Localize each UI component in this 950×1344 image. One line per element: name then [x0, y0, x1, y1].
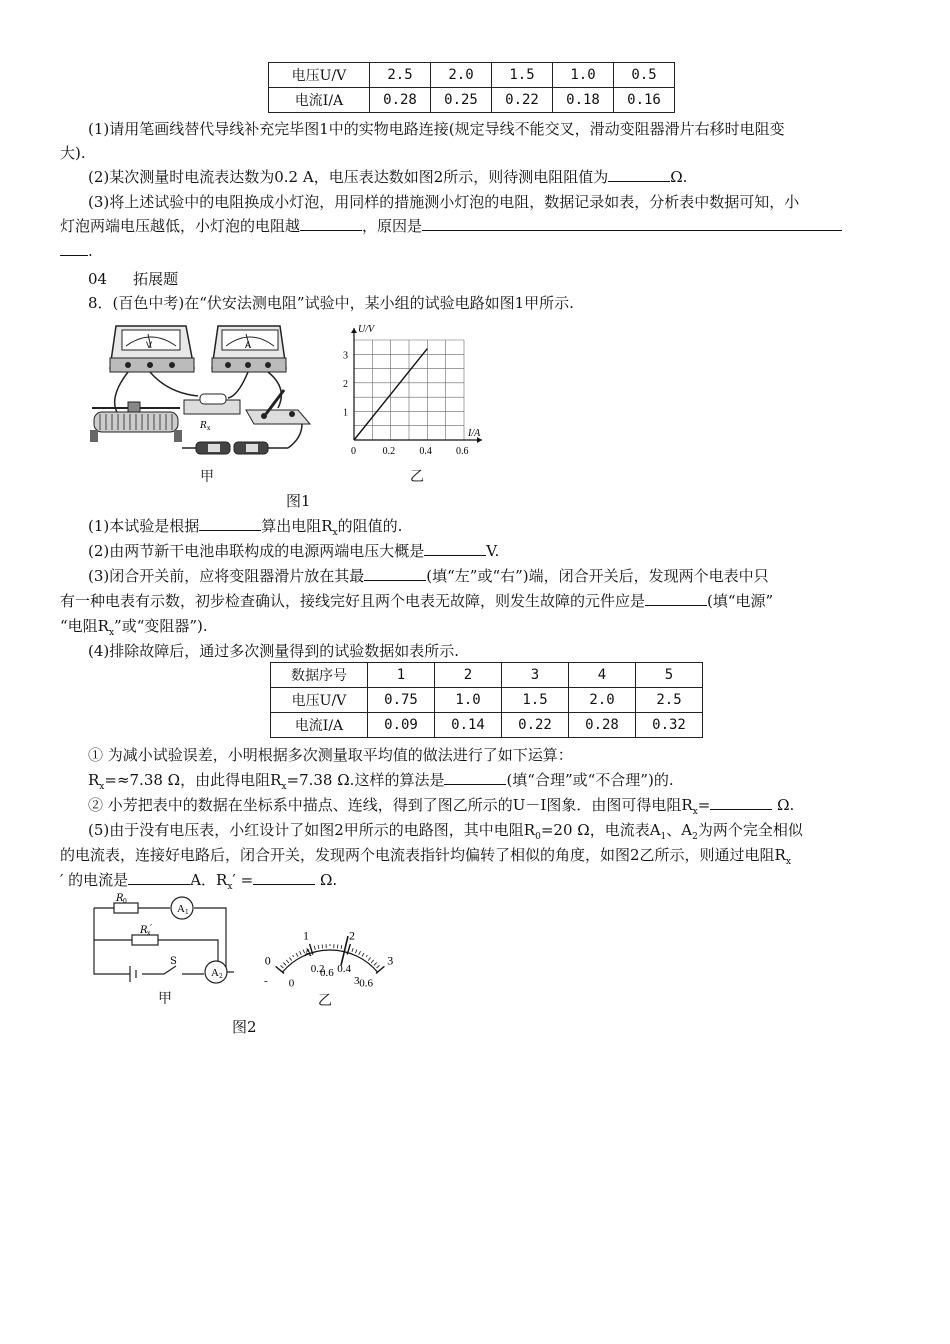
- table-row: [271, 688, 703, 713]
- q7-part3-cont: 灯泡两端电压越低，小灯泡的电阻越 ，原因是: [60, 216, 870, 236]
- table-cell: 1.5: [502, 688, 569, 713]
- q8-part3-cont: 有一种电表有示数，初步检查确认，接线完好且两个电表无故障，则发生故障的元件应是 (填“电源”: [60, 592, 774, 610]
- section-title: 拓展题: [133, 270, 179, 288]
- table-cell: 0.28: [370, 88, 431, 113]
- dial-tick: [341, 945, 342, 949]
- table-cell: 1.0: [553, 63, 614, 88]
- dial-tick: [368, 957, 370, 960]
- q7-part2: (2)某次测量时电流表达数为0.2 A，电压表达数如图2所示，则待测电阻阻值为 Ω.: [88, 168, 688, 186]
- x-axis-label: I/A: [468, 428, 481, 439]
- answer-blank[interactable]: [444, 770, 506, 785]
- table-cell: 0.75: [368, 688, 435, 713]
- figure-1-yi-label: 乙: [410, 469, 424, 485]
- figure-2-yi-label: 乙: [318, 993, 332, 1009]
- dial-tick: [296, 953, 298, 956]
- voltmeter-label: V: [146, 340, 153, 350]
- answer-blank[interactable]: [199, 516, 261, 531]
- table-cell: 0.22: [492, 88, 553, 113]
- dial-scale-3a-label: 3: [387, 953, 394, 968]
- table-cell: 2.0: [431, 63, 492, 88]
- terminal-label: 0.6: [320, 967, 334, 979]
- y-tick-label: 3: [343, 350, 348, 362]
- table-row: [269, 63, 675, 88]
- rx-circuit-subscript: x: [147, 930, 151, 937]
- dial-tick: [377, 965, 380, 968]
- x-tick-label: 0.2: [382, 446, 396, 457]
- rx-circuit-label: R: [140, 925, 148, 936]
- dial-unit-label: A: [304, 947, 312, 959]
- x-tick-label: 0: [351, 446, 356, 457]
- a1-label: A: [177, 903, 185, 915]
- dial-scale-3a-label: 2: [348, 928, 355, 943]
- figure-2-jia-label: 甲: [158, 991, 172, 1007]
- dial-tick: [371, 960, 374, 963]
- table-cell: 0.22: [502, 713, 569, 738]
- dial-tick: [281, 965, 284, 968]
- figure-1-jia-apparatus: [88, 318, 318, 468]
- y-axis-arrow: [351, 328, 357, 333]
- table-cell: 1.0: [435, 688, 502, 713]
- rheostat-icon: [90, 402, 182, 442]
- ammeter-label: A: [245, 340, 252, 350]
- table-row: [269, 88, 675, 113]
- table-cell: 2: [435, 663, 502, 688]
- q8-part4: (4)排除故障后，通过多次测量得到的试验数据如表所示.: [88, 642, 460, 660]
- table-row: [271, 713, 703, 738]
- a2-label: A: [211, 967, 219, 979]
- table-row-label: 电流I/A: [271, 713, 368, 738]
- figure-1-jia-label: 甲: [200, 469, 214, 485]
- dial-tick: [362, 953, 364, 956]
- q8-part2: (2)由两节新干电池串联构成的电源两端电压大概是 V.: [88, 542, 500, 560]
- ammeter-a1-icon: [171, 897, 193, 919]
- dial-tick: [355, 950, 357, 954]
- answer-blank[interactable]: [424, 541, 486, 556]
- dial-tick: [289, 957, 291, 960]
- table-cell: 0.32: [636, 713, 703, 738]
- r0-subscript: 0: [123, 898, 127, 905]
- figure-1-caption: 图1: [286, 492, 311, 510]
- q7-part3: (3)将上述试验中的电阻换成小灯泡，用同样的措施测小灯泡的电阻，数据记录如表，分析表中数据可知，小: [88, 193, 800, 211]
- table-cell: 0.16: [614, 88, 675, 113]
- dial-scale-3a-label: 0: [264, 953, 271, 968]
- answer-blank[interactable]: [300, 216, 362, 231]
- resistor-rx-icon: [184, 394, 240, 432]
- dial-tick: [352, 948, 353, 952]
- section-heading: [88, 268, 178, 289]
- q8-part5-end: ′ 的电流是 A．$R_x' = \Omega$.: [60, 871, 338, 892]
- dial-tick: [359, 951, 361, 955]
- table-cell: 5: [636, 663, 703, 688]
- q8-sub1-calc: $R_x=\approx 7.38$ Ω，由此得电阻$R_x=7.38$ Ω.这样的算法是 (填“合理”或“不合理”)的.: [88, 771, 674, 792]
- q8-part5-cont: 的电流表，连接好电路后，闭合开关，发现两个电流表指针均偏转了相似的角度，如图2乙所示，则通过电阻$R_x$: [60, 846, 791, 867]
- q8-sub2: ② 小芳把表中的数据在坐标系中描点、连线，得到了图乙所示的U－I图象．由图可得电阻$R_x= \Omega$.: [88, 796, 795, 817]
- table-cell: 0.28: [569, 713, 636, 738]
- q8-sub1: ① 为减小试验误差，小明根据多次测量取平均值的做法进行了如下运算：: [88, 746, 573, 764]
- table-cell: 4: [569, 663, 636, 688]
- table-cell: 1.5: [492, 63, 553, 88]
- ammeter-a2-icon: [205, 961, 227, 983]
- dial-tick: [314, 946, 315, 950]
- answer-blank[interactable]: [645, 591, 707, 606]
- dial-tick: [318, 945, 319, 949]
- table-row-label: 电流I/A: [269, 88, 370, 113]
- figure-2-yi-ammeter: [244, 894, 414, 992]
- table-cell: 2.5: [636, 688, 703, 713]
- answer-blank[interactable]: [608, 167, 670, 182]
- q8-part1: (1)本试验是根据 算出电阻$R_x$的阻值的.: [88, 517, 403, 538]
- q7-part1-cont: 大).: [60, 144, 86, 162]
- dial-scale-06a-label: 0.4: [337, 962, 351, 975]
- x-tick-label: 0.6: [456, 446, 469, 457]
- table-cell: 0.09: [368, 713, 435, 738]
- dial-tick: [283, 963, 286, 966]
- section-number: 04: [88, 270, 108, 288]
- dial-tick: [293, 955, 294, 957]
- dial-scale-06a-label: 0.6: [359, 977, 373, 990]
- dial-tick: [286, 960, 289, 963]
- table-row-label: 电压U/V: [269, 63, 370, 88]
- q7-part1: (1)请用笔画线替代导线补充完毕图1中的实物电路连接(规定导线不能交叉，滑动变阻器滑片右移时电阻变: [88, 120, 785, 138]
- switch-label: S: [170, 956, 177, 967]
- dial-tick: [374, 963, 377, 966]
- x-tick-label: 0.4: [419, 446, 432, 457]
- table-cell: 2.5: [370, 63, 431, 88]
- dial-tick: [299, 951, 301, 955]
- table-row-label: 数据序号: [271, 663, 368, 688]
- rx-subscript: x: [207, 425, 211, 432]
- y-tick-label: 2: [343, 378, 348, 390]
- rx-prime: ′: [150, 924, 153, 934]
- y-tick-label: 1: [343, 407, 348, 419]
- table-cell: 2.0: [569, 688, 636, 713]
- data-table-1: [268, 62, 675, 113]
- dial-scale-06a-label: 0: [288, 977, 295, 990]
- q8-part3: (3)闭合开关前，应将变阻器滑片放在其最 (填“左”或“右”)端，闭合开关后，发现两个电表中只: [88, 567, 769, 585]
- table-row-label: 电压U/V: [271, 688, 368, 713]
- table-cell: 3: [502, 663, 569, 688]
- figure-2-caption: 图2: [232, 1018, 257, 1036]
- answer-blank[interactable]: [422, 216, 842, 231]
- dial-scale-3a-label: 1: [303, 928, 310, 943]
- terminal-label: 3: [354, 975, 360, 987]
- answer-blank[interactable]: [253, 870, 315, 885]
- dial-scale-06a-label: 0.2: [310, 962, 325, 975]
- q7-part3-end: .: [60, 241, 870, 261]
- rx-label: R: [200, 421, 207, 431]
- table-cell: 0.5: [614, 63, 675, 88]
- a1-subscript: 1: [185, 909, 189, 916]
- table-cell: 0.18: [553, 88, 614, 113]
- ammeter-icon: [212, 326, 286, 372]
- answer-blank[interactable]: [128, 870, 190, 885]
- table-cell: 0.25: [431, 88, 492, 113]
- q8-part3-end: “电阻$R_x$”或“变阻器”).: [60, 617, 208, 638]
- q8-intro: 8．(百色中考)在“伏安法测电阻”试验中，某小组的试验电路如图1甲所示.: [88, 294, 574, 312]
- y-axis-label: U/V: [358, 324, 375, 335]
- figure-2-jia-circuit: [86, 892, 246, 988]
- table-row: [271, 663, 703, 688]
- q8-part5: (5)由于没有电压表，小红设计了如图2甲所示的电路图，其中电阻$R_0=20$ Ω，电流表$A_1$、$A_2$为两个完全相似: [88, 821, 803, 842]
- data-table-2: [270, 662, 703, 738]
- answer-blank[interactable]: [364, 566, 426, 581]
- a2-subscript: 2: [219, 973, 223, 980]
- answer-blank[interactable]: [710, 795, 772, 810]
- terminal-label: -: [264, 975, 268, 987]
- figure-1-yi-chart: [336, 318, 496, 468]
- table-cell: 1: [368, 663, 435, 688]
- table-cell: 0.14: [435, 713, 502, 738]
- answer-blank[interactable]: [60, 241, 88, 256]
- r0-label: R: [116, 893, 124, 904]
- dial-tick: [366, 955, 367, 957]
- voltmeter-icon: [110, 326, 194, 372]
